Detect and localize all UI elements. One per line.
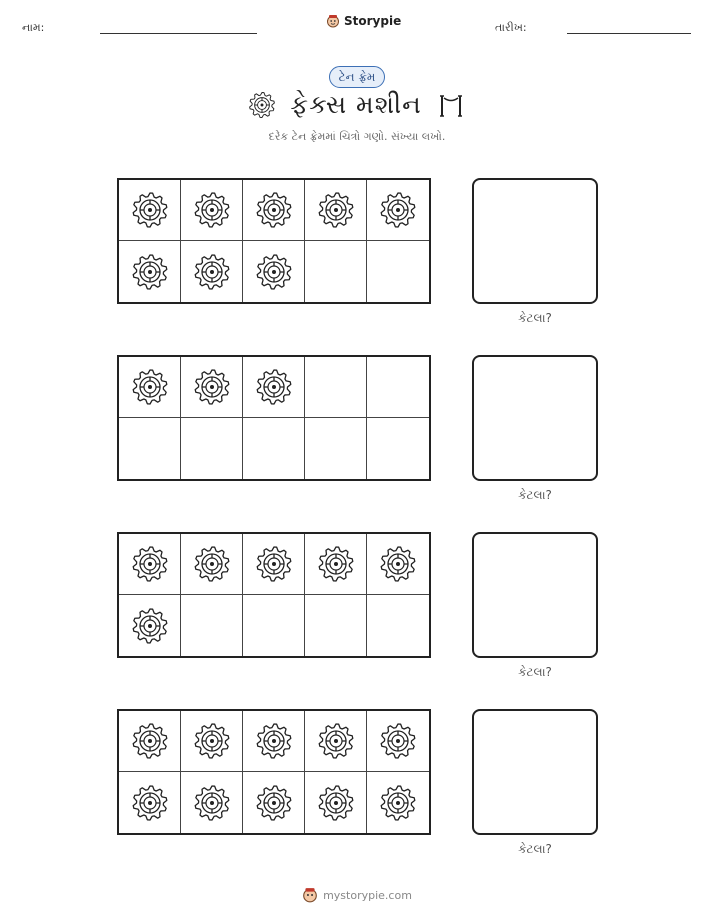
gear-icon: [379, 191, 417, 229]
frame-cell: [181, 357, 243, 418]
answer-box[interactable]: [472, 178, 598, 304]
gear-icon: [193, 545, 231, 583]
gear-icon: [131, 545, 169, 583]
frame-cell: [367, 534, 429, 595]
storypie-mascot-icon: [326, 14, 340, 28]
frame-cell: [181, 418, 243, 479]
frame-cell: [119, 241, 181, 302]
frame-cell: [181, 772, 243, 833]
gear-icon: [131, 191, 169, 229]
frame-cell: [181, 534, 243, 595]
gear-icon: [193, 784, 231, 822]
frame-cell: [305, 772, 367, 833]
gear-icon: [193, 722, 231, 760]
gear-icon: [255, 784, 293, 822]
gear-icon: [379, 784, 417, 822]
frame-cell: [119, 180, 181, 241]
frame-cell: [243, 180, 305, 241]
frame-cell: [305, 357, 367, 418]
gear-icon: [193, 253, 231, 291]
answer-prompt: કેટલા?: [518, 665, 552, 679]
gear-icon: [379, 722, 417, 760]
ten-frame: [117, 532, 431, 658]
answer-box[interactable]: [472, 532, 598, 658]
frame-cell: [243, 418, 305, 479]
answer-box[interactable]: [472, 709, 598, 835]
frame-cell: [119, 357, 181, 418]
frame-cell: [305, 418, 367, 479]
frame-cell: [243, 241, 305, 302]
footer-url: mystorypie.com: [323, 888, 412, 902]
frame-cell: [243, 772, 305, 833]
gear-icon: [131, 253, 169, 291]
gear-icon: [131, 722, 169, 760]
gear-icon: [193, 191, 231, 229]
frame-cell: [181, 241, 243, 302]
frame-cell: [119, 711, 181, 772]
answer-prompt: કેટલા?: [518, 311, 552, 325]
gear-icon: [317, 784, 355, 822]
gear-icon: [248, 91, 276, 119]
answer-box[interactable]: [472, 355, 598, 481]
frame-cell: [367, 711, 429, 772]
topic-badge: ટેન ફ્રેમ: [329, 66, 386, 88]
date-label: તારીખ:: [495, 21, 527, 34]
frame-cell: [181, 711, 243, 772]
date-field[interactable]: [567, 33, 691, 34]
frame-cell: [181, 180, 243, 241]
name-field[interactable]: [100, 33, 257, 34]
frame-cell: [305, 595, 367, 656]
gear-icon: [131, 607, 169, 645]
gear-icon: [317, 545, 355, 583]
frame-cell: [181, 595, 243, 656]
ten-frame: [117, 178, 431, 304]
gear-icon: [193, 368, 231, 406]
gear-icon: [131, 784, 169, 822]
instructions: દરેક ટેન ફ્રેમમાં ચિત્રો ગણો. સંખ્યા લખો.: [268, 130, 446, 143]
frame-cell: [367, 180, 429, 241]
frame-cell: [367, 418, 429, 479]
frame-cell: [367, 357, 429, 418]
gear-icon: [317, 191, 355, 229]
gear-icon: [255, 191, 293, 229]
answer-prompt: કેટલા?: [518, 488, 552, 502]
frame-cell: [119, 534, 181, 595]
gear-icon: [255, 722, 293, 760]
page-title: ફેક્સ મશીન: [290, 90, 422, 119]
frame-cell: [243, 534, 305, 595]
frame-cell: [367, 595, 429, 656]
gear-icon: [379, 545, 417, 583]
frame-cell: [119, 595, 181, 656]
frame-cell: [243, 711, 305, 772]
ten-frame: [117, 355, 431, 481]
gear-icon: [255, 368, 293, 406]
gear-icon: [255, 545, 293, 583]
frame-cell: [367, 241, 429, 302]
frame-cell: [119, 418, 181, 479]
frame-cell: [243, 357, 305, 418]
frame-cell: [367, 772, 429, 833]
gear-icon: [255, 253, 293, 291]
frame-cell: [305, 180, 367, 241]
frame-cell: [305, 241, 367, 302]
gear-icon: [317, 722, 355, 760]
gear-icon: [131, 368, 169, 406]
storypie-mascot-icon: [302, 887, 318, 903]
fax-machine-icon: [436, 91, 466, 119]
ten-frame: [117, 709, 431, 835]
frame-cell: [305, 534, 367, 595]
answer-prompt: કેટલા?: [518, 842, 552, 856]
brand-name: Storypie: [344, 14, 402, 28]
frame-cell: [119, 772, 181, 833]
name-label: નામ:: [22, 21, 45, 34]
frame-cell: [305, 711, 367, 772]
brand-logo: [326, 14, 401, 28]
footer: [302, 887, 412, 903]
frame-cell: [243, 595, 305, 656]
